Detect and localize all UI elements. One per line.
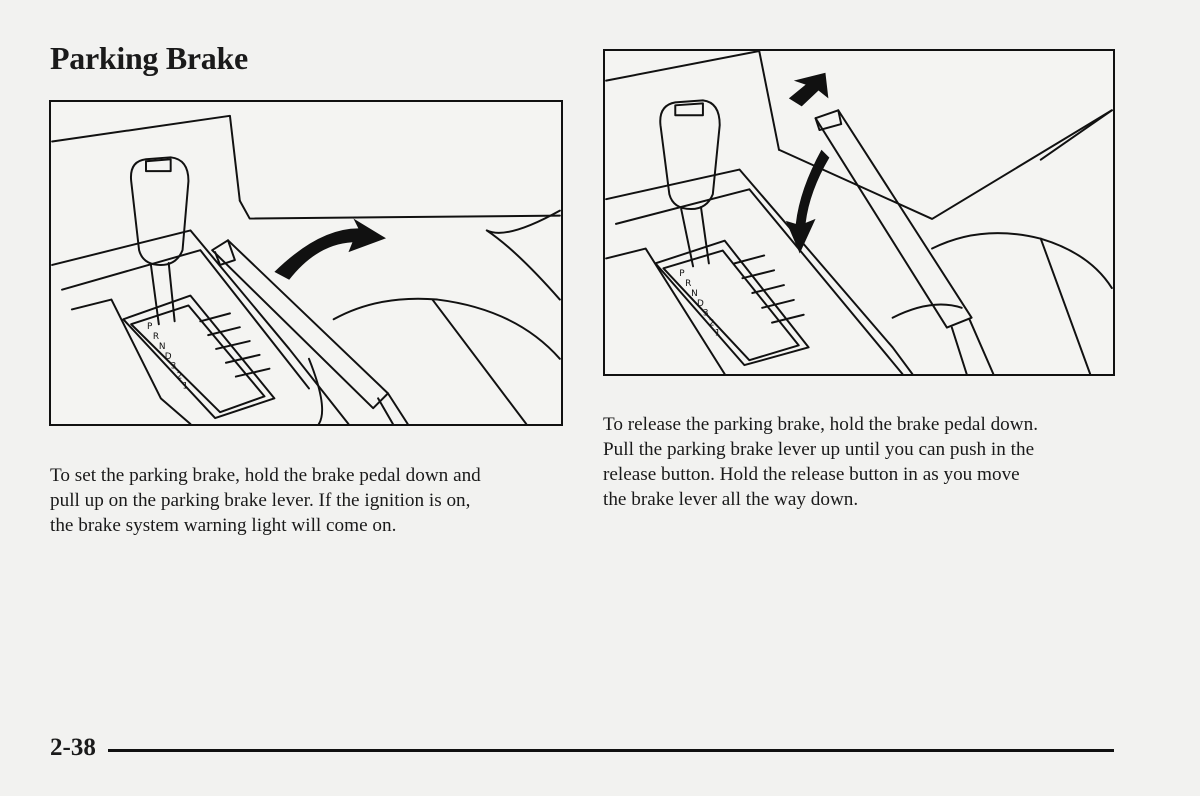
gear-letter: D <box>164 351 172 362</box>
page-title: Parking Brake <box>50 40 248 76</box>
gear-letter: 3 <box>702 308 709 319</box>
set-brake-instructions <box>50 463 570 538</box>
gear-letter: 1 <box>714 328 721 339</box>
gear-letter: R <box>685 279 692 290</box>
instruction-line: To release the parking brake, hold the brake pedal down. <box>603 414 1039 435</box>
gear-letter: D <box>697 298 704 309</box>
gear-letter: P <box>679 269 685 280</box>
release-brake-instructions <box>603 412 1123 512</box>
gear-letter: 2 <box>176 371 183 382</box>
release-parking-brake-drawing <box>605 51 1113 374</box>
gear-letter: N <box>691 288 698 299</box>
gear-letter: R <box>152 332 160 343</box>
release-parking-brake-illustration <box>603 49 1115 376</box>
gear-letter: 2 <box>708 318 715 329</box>
gear-letter: N <box>158 341 166 352</box>
instruction-line: To set the parking brake, hold the brake pedal down and <box>50 465 481 486</box>
gear-letter: 3 <box>170 361 177 372</box>
gear-letter: P <box>146 322 153 333</box>
set-parking-brake-illustration <box>49 100 563 426</box>
instruction-line: the brake system warning light will come on. <box>50 515 397 536</box>
instruction-line: the brake lever all the way down. <box>603 489 859 510</box>
instruction-line: Pull the parking brake lever up until you can push in the <box>603 439 1035 460</box>
instruction-line: release button. Hold the release button in as you move <box>603 464 1020 485</box>
page-number: 2-38 <box>50 734 96 761</box>
footer-rule <box>108 749 1114 752</box>
gear-letter: 1 <box>182 381 189 392</box>
instruction-line: pull up on the parking brake lever. If the ignition is on, <box>50 490 471 511</box>
set-parking-brake-drawing <box>51 102 561 424</box>
